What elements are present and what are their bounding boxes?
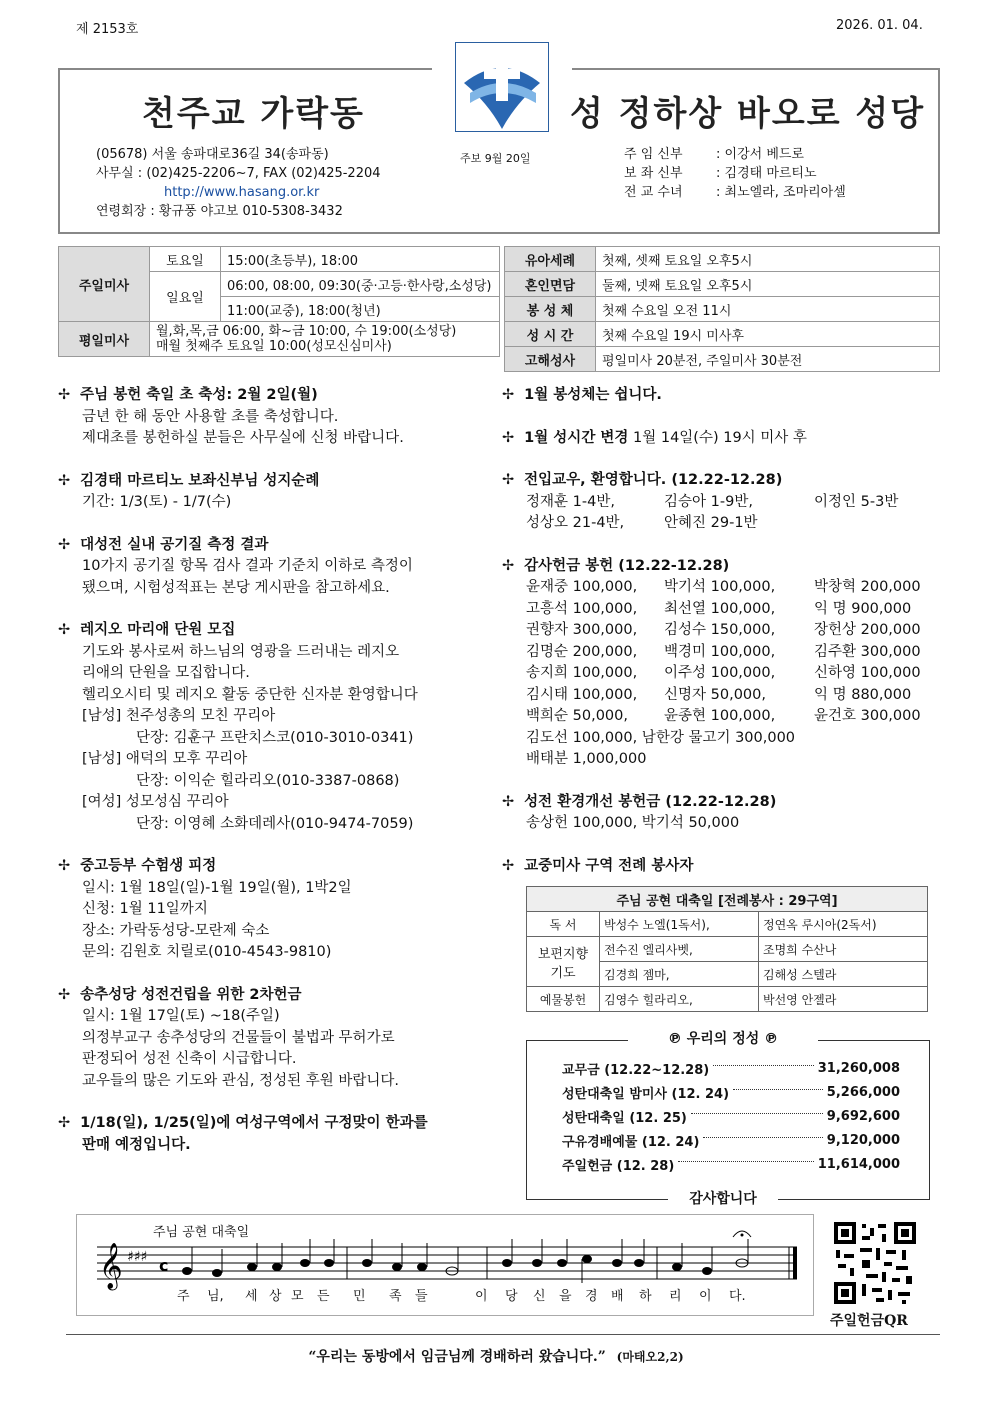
footer-divider (66, 1334, 940, 1335)
offering-row: 주일헌금 (12. 28) 11,614,000 (562, 1156, 900, 1174)
offering-qr-code[interactable] (832, 1220, 918, 1306)
donation-row: 송지희 100,000, 이주성 100,000, 신하영 100,000 (526, 665, 921, 681)
website-link[interactable]: http://www.hasang.or.kr (164, 185, 320, 200)
newcomer-row: 성상오 21-4반, 안혜진 29-1반 (526, 515, 758, 531)
issue-number: 제 2153호 (76, 22, 139, 37)
donation-row: 고흥석 100,000, 최선열 100,000, 익 명 900,000 (526, 600, 912, 617)
notice-title: ✢ 주님 봉헌 축일 초 축성: 2월 2일(월) (58, 387, 318, 403)
donation-row: 권향자 300,000, 김성수 150,000, 장헌상 200,000 (526, 622, 921, 638)
thanks-label: 감사합니다 (668, 1188, 778, 1210)
parish-name-right: 성 정하상 바오로 성당 (570, 94, 926, 134)
mass-schedule-table: 주일미사 토요일 15:00(초등부), 18:00 일요일 06:00, 08:00, 09:30(중·고등·한사랑,소성당) 11:00(교중), 18:00(청년) 평일미사 월,화,목,금 06:00, 화~금 10:00, 수 19:00(소성당) 매월 첫째주 토요일 10:00(성모신심미사) (58, 246, 500, 357)
right-column: ✢ 1월 봉성체는 쉽니다. ✢ 1월 성시간 변경 1월 14일(수) 19시 미사 후 ✢ 전입교우, 환영합니다. (12.22-12.28) 정재훈 1-4반, 김승아 1-9반, 이정인 5-3반 성상오 21-4반, 안혜진 29-1반 ✢ 감사헌금 봉헌 (12.22-12.28) 윤재중 100,000, 박기석 100,000, 박창혁 200,000 고흥석 100,000, 최선열 100,000, 익 명 900,000 권향자 300,000, 김성수 150,000, 장헌상 200,000 김명순 200,000, 백경미 100,000, 김주환 300,000 송지희 100,000, 이주성 100,000, 신하영 100,000 김시태 100,000, 신명자 50,000, 익 명 880,000 백희순 50,000, 윤종현 100,000, 윤건호 300,000 김도선 100,000, 남한강 물고기 300,000 배태분 1,000,000 ✢ 성전 환경개선 봉헌금 (12.22-12.28) 송상헌 100,000, 박기석 50,000 ✢ 교중미사 구역 전례 봉사자 (502, 385, 942, 877)
parish-address: (05678) 서울 송파대로36길 34(송파동) 사무실 : (02)425-2206~7, FAX (02)425-2204 http://www.hasang.or.kr 연령회장 : 황규풍 야고보 010-5308-3432 (96, 147, 381, 219)
weekly-note: 주보 9월 20일 (460, 152, 531, 165)
left-column: ✢ 주님 봉헌 축일 초 축성: 2월 2일(월) 금년 한 해 동안 사용할 초를 축성합니다. 제대초를 봉헌하실 분들은 사무실에 신청 바랍니다. ✢ 김경태 마르티노 보좌신부님 성지순례 기간: 1/3(토) - 1/7(수) ✢ 대성전 실내 공기질 측정 결과 10가지 공기질 항목 검사 결과 기준치 이하로 측정이 됐으며, 시험성적표는 본당 게시판을 참고하세요. ✢ 레지오 마리애 단원 모집 기도와 봉사로써 하느님의 영광을 드러내는 레지오 리애의 단원을 모집합니다. 헬리오시티 및 레지오 활동 중단한 신자분 환영합니다 [남성] 천주성총의 모친 꾸리아 단장: 김훈구 프란치스코(010-3010-0341) [남성] 애덕의 모후 꾸리아 단장: 이익순 힐라리오(010-3387-0868) [여성] 성모성심 꾸리아 단장: 이영혜 소화데레사(010-9474-7059) ✢ 중고등부 수험생 피정 일시: 1월 18일(일)-1월 19일(월), 1박2일 신청: 1월 11일까지 장소: 가락동성당-모란제 숙소 문의: 김원호 치릴로(010-4543-9810) ✢ 송추성당 성전건립을 위한 2차헌금 일시: 1월 17일(토) ~18(주일) 의정부교구 송추성당의 건물들이 불법과 무허가로 판정되어 성전 신축이 시급합니다. 교우들의 많은 기도와 관심, 정성된 후원 바랍니다. ✢ 1/18(일), 1/25(일)에 여성구역에서 구정맞이 한과를 판매 예정입니다. (58, 385, 498, 1156)
scripture-quote: “우리는 동방에서 임금님께 경배하러 왔습니다.” (마태오2,2) (308, 1349, 684, 1365)
svg-text:♯♯♯: ♯♯♯ (127, 1249, 148, 1265)
svg-text:𝄞: 𝄞 (99, 1243, 123, 1289)
qr-code-icon (832, 1220, 918, 1306)
offering-row: 교무금 (12.22~12.28) 31,260,008 (562, 1060, 900, 1078)
svg-text:c: c (159, 1256, 169, 1275)
clergy-list: 주 임 신부 : 이강서 베드로 보 좌 신부 : 김경태 마르티노 전 교 수녀 : 최노엘라, 조마리아셀 (624, 147, 846, 200)
donation-row: 윤재중 100,000, 박기석 100,000, 박창혁 200,000 (526, 579, 921, 595)
qr-label: 주일헌금QR (830, 1313, 908, 1329)
offering-row: 성탄대축일 밤미사 (12. 24) 5,266,000 (562, 1084, 900, 1102)
sacrament-schedule-table: 유아세례 첫째, 셋째 토요일 오후5시 혼인면담 둘째, 넷째 토요일 오후5시 봉 성 체 첫째 수요일 오전 11시 성 시 간 첫째 수요일 19시 미사후 고해성사 평일미사 20분전, 주일미사 30분전 (504, 246, 940, 372)
offering-title: ℗ 우리의 정성 ℗ (628, 1028, 818, 1052)
notice-title: ✢ 대성전 실내 공기질 측정 결과 (58, 536, 269, 553)
notice-title: ✢ 중고등부 수험생 피정 (58, 858, 217, 874)
liturgy-servers-table: 주님 공현 대축일 [전례봉사 : 29구역] 독 서 박성수 노엘(1독서), 정연옥 루시아(2독서) 보편지향 기도 전수진 엘리사벳, 조명희 수산나 김경희 젬마, 김해성 스텔라 예물봉헌 김영수 힐라리오, 박선영 안젤라 (526, 886, 928, 1012)
logo-cross-icon (456, 43, 548, 131)
parish-logo (455, 42, 549, 132)
donation-row: 백희순 50,000, 윤종현 100,000, 윤건호 300,000 (526, 708, 921, 724)
offering-row: 성탄대축일 (12. 25) 9,692,600 (562, 1108, 900, 1126)
hymn-score: 주님 공현 대축일 𝄞 ♯♯♯ c 주 님, 세 상 모 든 민 족 들 이 당 신 을 경 배 하 리 이 다. (76, 1214, 814, 1316)
offering-row: 구유경배예물 (12. 24) 9,120,000 (562, 1132, 900, 1150)
donation-row: 김시태 100,000, 신명자 50,000, 익 명 880,000 (526, 686, 912, 703)
offering-list (562, 1056, 900, 1176)
hymn-lyrics: 주 님, 세 상 모 든 민 족 들 이 당 신 을 경 배 하 리 이 다. (177, 1289, 746, 1304)
notice-title: ✢ 레지오 마리애 단원 모집 (58, 622, 236, 638)
issue-date: 2026. 01. 04. (836, 18, 923, 33)
donation-row: 김명순 200,000, 백경미 100,000, 김주환 300,000 (526, 643, 921, 660)
parish-name-left: 천주교 가락동 (142, 94, 365, 134)
notice-title: ✢ 송추성당 성전건립을 위한 2차헌금 (58, 986, 302, 1003)
notice-title: ✢ 1/18(일), 1/25(일)에 여성구역에서 구정맞이 한과를 (58, 1115, 428, 1131)
newcomer-row: 정재훈 1-4반, 김승아 1-9반, 이정인 5-3반 (526, 493, 899, 510)
notice-title: ✢ 김경태 마르티노 보좌신부님 성지순례 (58, 472, 320, 489)
